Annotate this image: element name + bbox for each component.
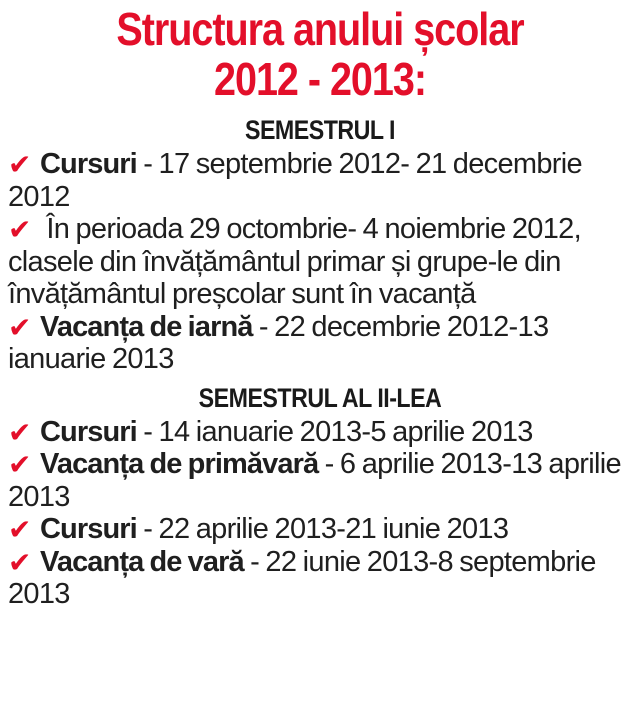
- checkmark-icon: ✔: [8, 311, 31, 343]
- item-label: Cursuri: [40, 513, 137, 545]
- item-label: Vacanța de iarnă: [40, 310, 253, 343]
- semester-2-list: [8, 416, 632, 611]
- list-item: [8, 213, 632, 311]
- checkmark-icon: ✔: [8, 514, 31, 545]
- list-item: [8, 513, 632, 546]
- item-text: În perioada 29 octombrie- 4 noiembrie 2012, clasele din învățământul primar și grupe-le din învățământul preșcolar sunt în vacanță: [8, 213, 581, 310]
- item-label: Cursuri: [40, 415, 137, 448]
- title-line-2: 2012 - 2013:: [214, 53, 426, 105]
- semester-2-heading: SEMESTRUL AL II-LEA: [198, 382, 442, 413]
- item-text: - 22 iunie 2013-8 septembrie 2013: [8, 545, 596, 610]
- item-text: - 17 septembrie 2012- 21 decembrie 2012: [8, 148, 582, 213]
- item-text: - 6 aprilie 2013-13 aprilie 2013: [8, 448, 621, 513]
- checkmark-icon: ✔: [8, 149, 31, 180]
- list-item: [8, 311, 632, 376]
- item-label: Vacanța de vară: [40, 545, 244, 578]
- item-text: - 14 ianuarie 2013-5 aprilie 2013: [136, 415, 533, 448]
- semester-1-list: [8, 148, 632, 376]
- semester-1-heading: SEMESTRUL I: [244, 115, 396, 145]
- list-item: [8, 416, 632, 449]
- checkmark-icon: ✔: [8, 546, 31, 578]
- list-item: [8, 546, 632, 611]
- title-line-1: Structura anului școlar: [116, 3, 524, 55]
- checkmark-icon: ✔: [8, 416, 31, 448]
- item-text: - 22 aprilie 2013-21 iunie 2013: [136, 513, 509, 545]
- item-label: Vacanța de primăvară: [40, 448, 319, 480]
- item-text: - 22 decembrie 2012-13 ianuarie 2013: [8, 310, 549, 375]
- item-label: Cursuri: [40, 148, 137, 180]
- page-title: [52, 0, 589, 104]
- checkmark-icon: ✔: [8, 214, 31, 245]
- list-item: [8, 448, 632, 513]
- checkmark-icon: ✔: [8, 449, 31, 480]
- list-item: [8, 148, 632, 213]
